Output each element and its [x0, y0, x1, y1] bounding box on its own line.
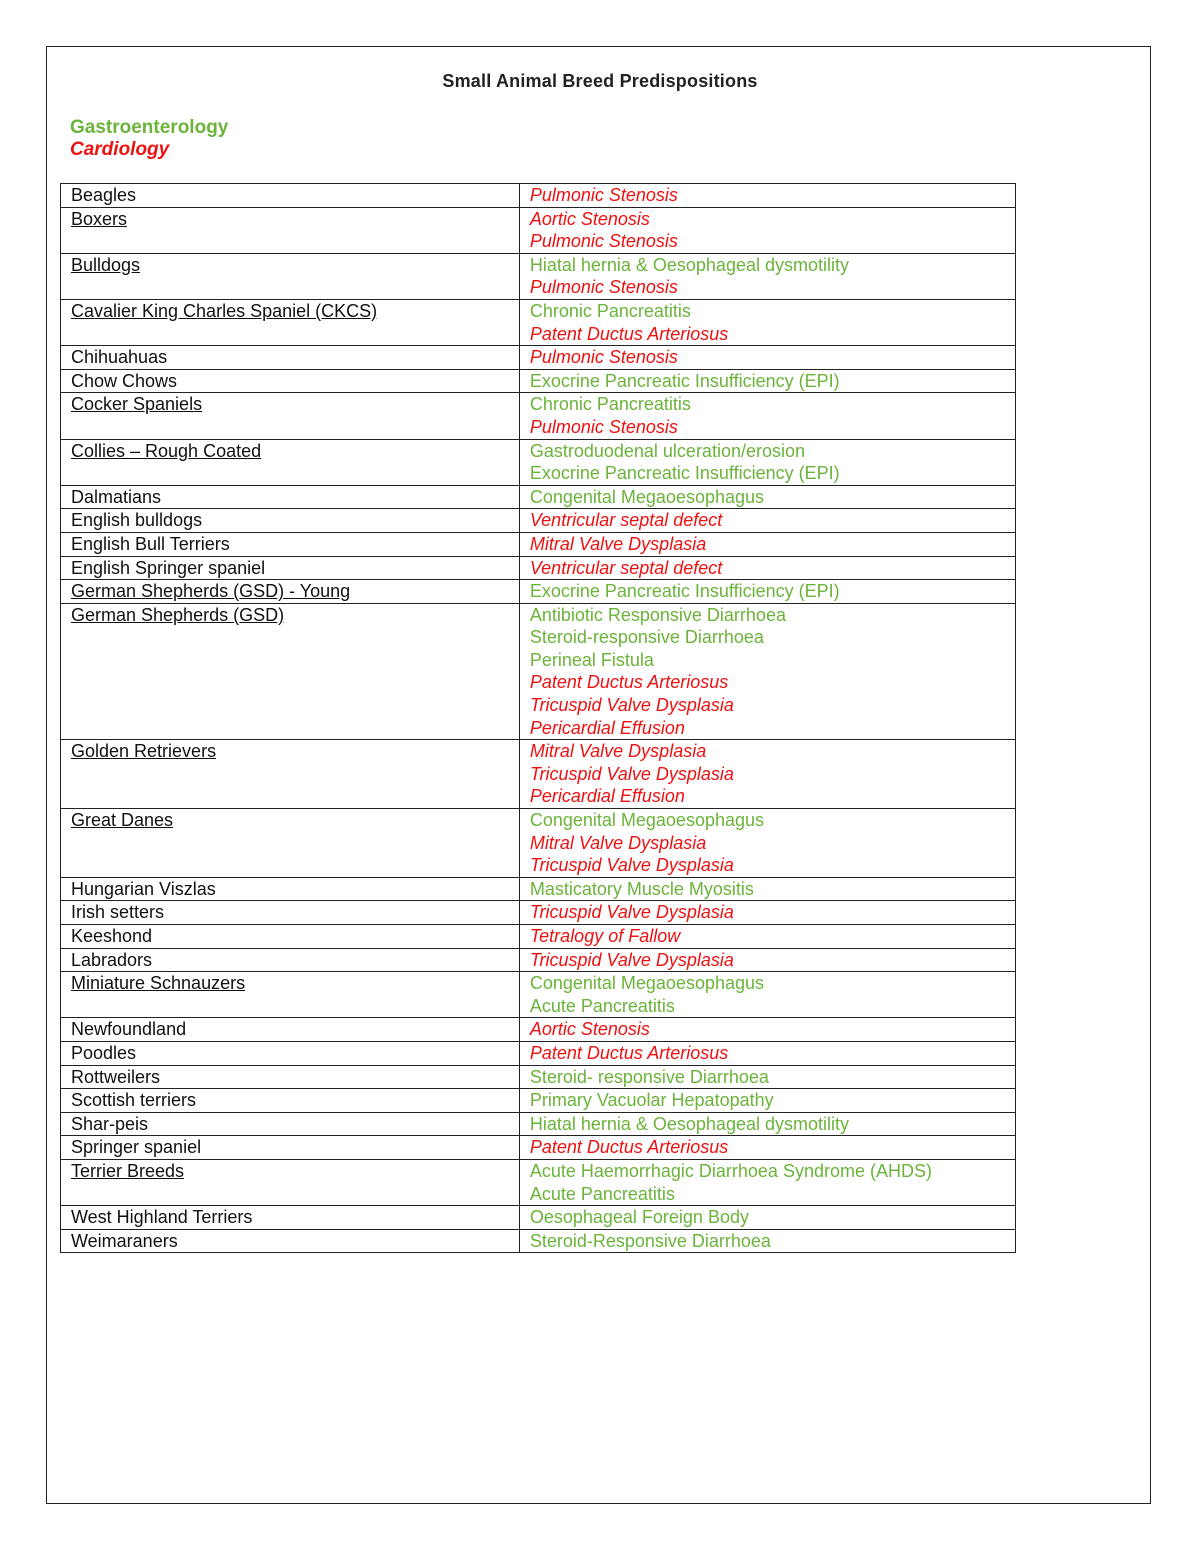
table-row [61, 740, 1016, 809]
cardio-condition: Tetralogy of Fallow [529, 926, 681, 946]
table-row [61, 556, 1016, 580]
gastro-condition: Chronic Pancreatitis [529, 394, 691, 415]
table-row [61, 948, 1016, 972]
table-row [61, 1229, 1016, 1253]
conditions-cell [519, 207, 1015, 253]
breed-cell [61, 972, 520, 1018]
cardio-condition: Pericardial Effusion [529, 786, 685, 807]
table-row [61, 485, 1016, 509]
gastro-condition: Primary Vacuolar Hepatopathy [529, 1090, 774, 1111]
table-row [61, 877, 1016, 901]
breed-name: English Bull Terriers [71, 533, 230, 554]
conditions-cell [519, 1089, 1015, 1113]
conditions-cell [519, 509, 1015, 533]
gastro-condition: Acute Pancreatitis [529, 995, 675, 1016]
cardio-condition: Mitral Valve Dysplasia [529, 741, 707, 762]
conditions-cell [519, 369, 1015, 393]
breed-name: Springer spaniel [71, 1137, 202, 1158]
conditions-cell [519, 299, 1015, 345]
conditions-cell [519, 1229, 1015, 1253]
breed-name: German Shepherds (GSD) - Young [71, 581, 351, 602]
table-body [61, 184, 1016, 1253]
gastro-condition: Exocrine Pancreatic Insufficiency (EPI) [529, 581, 840, 602]
breed-name: Bulldogs [71, 254, 141, 275]
breed-cell [61, 1089, 520, 1113]
breed-name: Beagles [71, 185, 137, 205]
gastro-condition: Hiatal hernia & Oesophageal dysmotility [529, 254, 849, 275]
gastro-condition: Perineal Fistula [529, 649, 654, 670]
breed-name: Great Danes [71, 810, 174, 831]
breed-predisposition-table [60, 183, 1016, 1253]
table-row [61, 207, 1016, 253]
table-row [61, 253, 1016, 299]
cardio-condition: Pericardial Effusion [529, 717, 685, 738]
table-row [61, 393, 1016, 439]
breed-cell [61, 253, 520, 299]
cardio-condition: Pulmonic Stenosis [529, 277, 678, 298]
gastro-condition: Steroid-Responsive Diarrhoea [529, 1230, 771, 1251]
cardio-condition: Patent Ductus Arteriosus [529, 1042, 729, 1063]
table-row [61, 580, 1016, 604]
breed-cell [61, 532, 520, 556]
breed-name: Irish setters [71, 902, 165, 923]
conditions-cell [519, 809, 1015, 878]
breed-cell [61, 580, 520, 604]
breed-cell [61, 1041, 520, 1065]
gastro-condition: Hiatal hernia & Oesophageal dysmotility [529, 1113, 849, 1134]
table-row [61, 1018, 1016, 1042]
gastro-condition: Congenital Megaoesophagus [529, 810, 765, 831]
cardio-condition: Tricuspid Valve Dysplasia [529, 695, 734, 716]
cardio-condition: Aortic Stenosis [529, 208, 650, 229]
breed-cell [61, 184, 520, 208]
breed-name: Miniature Schnauzers [71, 973, 246, 994]
breed-cell [61, 509, 520, 533]
breed-cell [61, 346, 520, 370]
gastro-condition: Masticatory Muscle Myositis [529, 878, 754, 899]
table-row [61, 901, 1016, 925]
breed-cell [61, 1136, 520, 1160]
gastro-condition: Acute Pancreatitis [529, 1183, 675, 1204]
gastro-condition: Steroid- responsive Diarrhoea [529, 1066, 769, 1087]
breed-name: German Shepherds (GSD) [71, 604, 285, 625]
table-row [61, 1089, 1016, 1113]
breed-cell [61, 740, 520, 809]
table-row [61, 532, 1016, 556]
gastro-condition: Acute Haemorrhagic Diarrhoea Syndrome (AHDS) [529, 1160, 932, 1181]
cardio-condition: Patent Ductus Arteriosus [529, 1137, 729, 1158]
conditions-cell [519, 740, 1015, 809]
breed-name: Scottish terriers [71, 1090, 197, 1111]
breed-name: Chow Chows [71, 370, 178, 391]
table-row [61, 925, 1016, 949]
table-row [61, 369, 1016, 393]
conditions-cell [519, 603, 1015, 740]
cardio-condition: Tricuspid Valve Dysplasia [529, 902, 734, 923]
breed-name: West Highland Terriers [71, 1207, 253, 1228]
table-row [61, 1136, 1016, 1160]
breed-name: Cavalier King Charles Spaniel (CKCS) [71, 300, 378, 321]
cardio-condition: Tricuspid Valve Dysplasia [529, 855, 734, 876]
conditions-cell [519, 556, 1015, 580]
table-row [61, 972, 1016, 1018]
breed-cell [61, 439, 520, 485]
breed-cell [61, 1229, 520, 1253]
table-row [61, 809, 1016, 878]
conditions-cell [519, 1041, 1015, 1065]
breed-cell [61, 393, 520, 439]
cardio-condition: Pulmonic Stenosis [529, 185, 678, 205]
cardio-condition: Mitral Valve Dysplasia [529, 832, 707, 853]
breed-cell [61, 603, 520, 740]
breed-name: Terrier Breeds [71, 1160, 185, 1181]
conditions-cell [519, 901, 1015, 925]
breed-cell [61, 925, 520, 949]
breed-name: English Springer spaniel [71, 557, 266, 578]
table-row [61, 1206, 1016, 1230]
conditions-cell [519, 346, 1015, 370]
conditions-cell [519, 184, 1015, 208]
breed-cell [61, 877, 520, 901]
breed-cell [61, 1206, 520, 1230]
breed-cell [61, 1112, 520, 1136]
cardio-condition: Patent Ductus Arteriosus [529, 323, 729, 344]
breed-cell [61, 299, 520, 345]
breed-name: Labradors [71, 949, 153, 970]
breed-name: Newfoundland [71, 1019, 187, 1040]
table-row [61, 1065, 1016, 1089]
breed-name: Keeshond [71, 926, 153, 946]
conditions-cell [519, 925, 1015, 949]
legend [70, 117, 228, 161]
conditions-cell [519, 439, 1015, 485]
table-row [61, 439, 1016, 485]
cardio-condition: Pulmonic Stenosis [529, 416, 678, 437]
breed-name: Poodles [71, 1042, 137, 1063]
cardio-condition: Ventricular septal defect [529, 557, 723, 578]
breed-cell [61, 809, 520, 878]
breed-name: Rottweilers [71, 1066, 161, 1087]
gastro-condition: Exocrine Pancreatic Insufficiency (EPI) [529, 370, 840, 391]
gastro-condition: Steroid-responsive Diarrhoea [529, 627, 764, 648]
breed-name: Golden Retrievers [71, 741, 217, 762]
breed-name: English bulldogs [71, 510, 203, 531]
cardio-condition: Pulmonic Stenosis [529, 347, 678, 368]
gastro-condition: Congenital Megaoesophagus [529, 486, 765, 507]
conditions-cell [519, 1136, 1015, 1160]
conditions-cell [519, 580, 1015, 604]
conditions-cell [519, 485, 1015, 509]
breed-name: Collies – Rough Coated [71, 440, 262, 461]
conditions-cell [519, 1206, 1015, 1230]
gastro-condition: Antibiotic Responsive Diarrhoea [529, 604, 786, 625]
table-row [61, 603, 1016, 740]
cardio-condition: Tricuspid Valve Dysplasia [529, 763, 734, 784]
conditions-cell [519, 972, 1015, 1018]
gastro-condition: Chronic Pancreatitis [529, 300, 691, 321]
legend-cardiology: Cardiology [70, 139, 170, 160]
gastro-condition: Gastroduodenal ulceration/erosion [529, 440, 806, 461]
breed-cell [61, 901, 520, 925]
breed-cell [61, 556, 520, 580]
table-row [61, 1112, 1016, 1136]
conditions-cell [519, 253, 1015, 299]
conditions-cell [519, 1065, 1015, 1089]
gastro-condition: Exocrine Pancreatic Insufficiency (EPI) [529, 463, 840, 484]
table-row [61, 509, 1016, 533]
gastro-condition: Oesophageal Foreign Body [529, 1207, 749, 1228]
conditions-cell [519, 393, 1015, 439]
breed-cell [61, 1065, 520, 1089]
conditions-cell [519, 948, 1015, 972]
cardio-condition: Pulmonic Stenosis [529, 231, 678, 252]
breed-name: Weimaraners [71, 1230, 178, 1251]
breed-name: Boxers [71, 208, 128, 229]
conditions-cell [519, 1018, 1015, 1042]
breed-cell [61, 207, 520, 253]
table-row [61, 184, 1016, 208]
breed-name: Shar-peis [71, 1113, 149, 1134]
document-title: Small Animal Breed Predispositions [442, 71, 758, 91]
cardio-condition: Patent Ductus Arteriosus [529, 672, 729, 693]
breed-cell [61, 369, 520, 393]
breed-name: Chihuahuas [71, 347, 168, 368]
conditions-cell [519, 877, 1015, 901]
breed-name: Cocker Spaniels [71, 394, 203, 415]
breed-cell [61, 1159, 520, 1205]
legend-gastroenterology: Gastroenterology [70, 117, 229, 138]
cardio-condition: Mitral Valve Dysplasia [529, 533, 707, 554]
conditions-cell [519, 1159, 1015, 1205]
breed-cell [61, 485, 520, 509]
breed-cell [61, 948, 520, 972]
breed-name: Dalmatians [71, 486, 162, 507]
conditions-cell [519, 1112, 1015, 1136]
conditions-cell [519, 532, 1015, 556]
breed-cell [61, 1018, 520, 1042]
gastro-condition: Congenital Megaoesophagus [529, 973, 765, 994]
breed-name: Hungarian Viszlas [71, 878, 216, 899]
table-row [61, 346, 1016, 370]
table-row [61, 1159, 1016, 1205]
cardio-condition: Tricuspid Valve Dysplasia [529, 949, 734, 970]
table-row [61, 299, 1016, 345]
cardio-condition: Ventricular septal defect [529, 510, 723, 531]
table-row [61, 1041, 1016, 1065]
cardio-condition: Aortic Stenosis [529, 1019, 650, 1040]
